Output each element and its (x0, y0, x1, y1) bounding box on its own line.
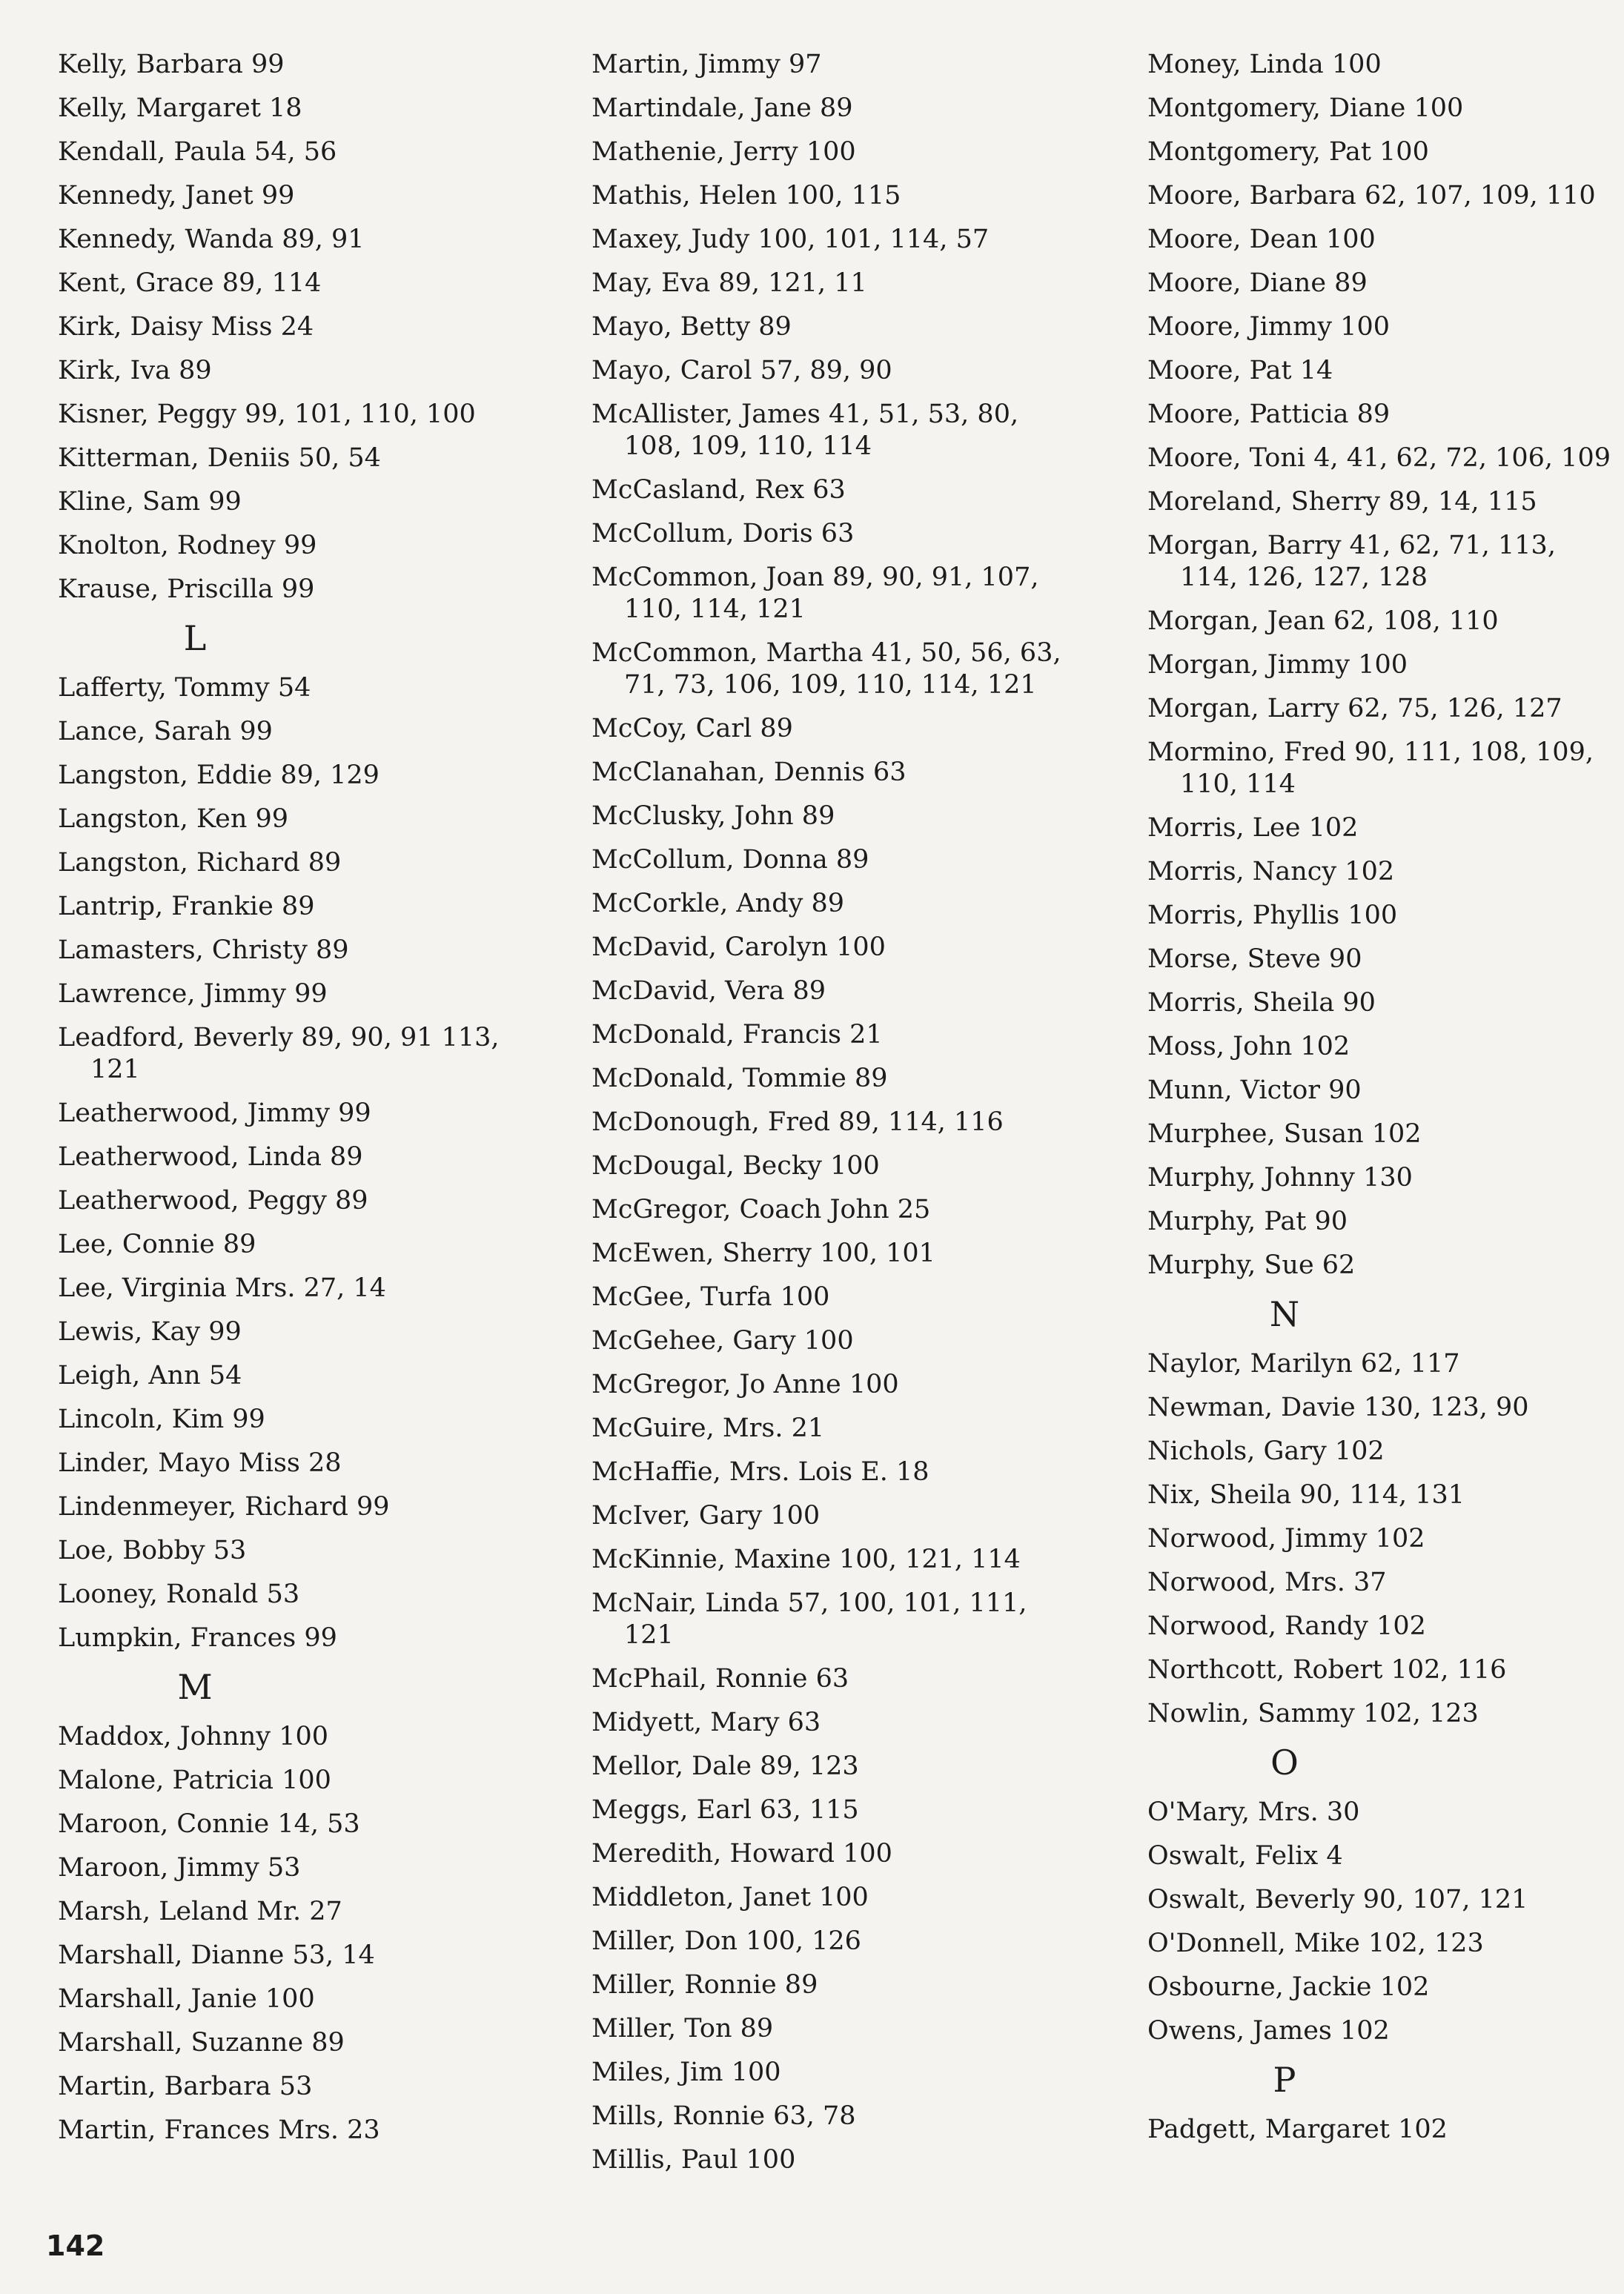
index-entry: Naylor, Marilyn 62, 117 (1147, 1349, 1460, 1379)
index-entry: Millis, Paul 100 (591, 2145, 796, 2175)
index-entry: Kelly, Barbara 99 (58, 50, 285, 79)
index-entry: Kent, Grace 89, 114 (58, 268, 322, 298)
index-entry: McGregor, Coach John 25 (591, 1195, 931, 1224)
index-entry: Munn, Victor 90 (1147, 1075, 1362, 1105)
index-entry: Moore, Barbara 62, 107, 109, 110 (1147, 181, 1596, 210)
index-entry: Oswalt, Beverly 90, 107, 121 (1147, 1885, 1528, 1915)
index-entry: Malone, Patricia 100 (58, 1766, 331, 1795)
index-entry: O'Mary, Mrs. 30 (1147, 1797, 1360, 1827)
index-entry: McCollum, Doris 63 (591, 519, 855, 548)
index-entry: McDonald, Francis 21 (591, 1020, 883, 1050)
index-entry: Lafferty, Tommy 54 (58, 673, 311, 703)
index-entry: Nix, Sheila 90, 114, 131 (1147, 1480, 1465, 1510)
index-entry: McDonald, Tommie 89 (591, 1064, 888, 1093)
index-letter-heading: L (183, 618, 207, 658)
index-entry: Moore, Diane 89 (1147, 268, 1368, 298)
index-entry: McDougal, Becky 100 (591, 1151, 880, 1181)
index-entry: Marshall, Janie 100 (58, 1984, 315, 2014)
index-entry: Morgan, Jimmy 100 (1147, 650, 1408, 680)
index-entry: McClanahan, Dennis 63 (591, 758, 907, 787)
index-entry: Northcott, Robert 102, 116 (1147, 1655, 1507, 1685)
index-entry: Norwood, Randy 102 (1147, 1611, 1426, 1641)
index-entry: Langston, Richard 89 (58, 848, 342, 878)
index-entry: McClusky, John 89 (591, 801, 835, 831)
index-entry: Morse, Steve 90 (1147, 944, 1362, 974)
index-entry: Midyett, Mary 63 (591, 1708, 821, 1737)
index-entry: Maxey, Judy 100, 101, 114, 57 (591, 225, 990, 254)
index-entry: Lawrence, Jimmy 99 (58, 979, 328, 1009)
index-entry: Mellor, Dale 89, 123 (591, 1751, 859, 1781)
index-entry: Morris, Sheila 90 (1147, 988, 1376, 1018)
index-entry: Maroon, Connie 14, 53 (58, 1809, 360, 1839)
index-entry: Kisner, Peggy 99, 101, 110, 100 (58, 400, 476, 429)
index-entry: Leatherwood, Linda 89 (58, 1142, 363, 1172)
index-entry: McGehee, Gary 100 (591, 1326, 854, 1356)
index-entry: McDonough, Fred 89, 114, 116 (591, 1107, 1004, 1137)
index-entry: McHaffie, Mrs. Lois E. 18 (591, 1457, 929, 1487)
index-entry: Kline, Sam 99 (58, 487, 242, 517)
index-entry: Oswalt, Felix 4 (1147, 1841, 1343, 1871)
index-entry: Owens, James 102 (1147, 2016, 1390, 2046)
index-entry: Middleton, Janet 100 (591, 1883, 869, 1912)
index-entry: McCorkle, Andy 89 (591, 889, 845, 918)
index-column-2 (591, 49, 1081, 2188)
index-letter-heading: M (177, 1667, 213, 1707)
index-entry: Leigh, Ann 54 (58, 1361, 242, 1390)
index-entry: Martin, Frances Mrs. 23 (58, 2115, 380, 2145)
index-letter-heading: O (1270, 1743, 1299, 1783)
index-entry: McCasland, Rex 63 (591, 475, 846, 505)
index-entry: Lincoln, Kim 99 (58, 1405, 265, 1434)
index-entry: Montgomery, Diane 100 (1147, 93, 1464, 123)
index-entry: Kelly, Margaret 18 (58, 93, 302, 123)
index-entry: Moore, Dean 100 (1147, 225, 1376, 254)
index-entry: Morris, Nancy 102 (1147, 857, 1395, 886)
index-entry: Miller, Ronnie 89 (591, 1970, 818, 2000)
index-entry: Kitterman, Deniis 50, 54 (58, 443, 381, 473)
index-entry: Morris, Lee 102 (1147, 813, 1359, 843)
index-entry: McGregor, Jo Anne 100 (591, 1370, 899, 1399)
index-entry: Moreland, Sherry 89, 14, 115 (1147, 487, 1537, 517)
index-entry: Miller, Ton 89 (591, 2014, 774, 2043)
index-entry: Moore, Patticia 89 (1147, 400, 1391, 429)
index-entry: Leatherwood, Jimmy 99 (58, 1098, 371, 1128)
index-entry: Nichols, Gary 102 (1147, 1436, 1385, 1466)
index-entry: Murphy, Sue 62 (1147, 1250, 1356, 1280)
index-entry: Looney, Ronald 53 (58, 1579, 300, 1609)
index-entry: Mayo, Carol 57, 89, 90 (591, 356, 892, 385)
index-entry: Mormino, Fred 90, 111, 108, 109, 110, 114 (1147, 737, 1594, 799)
index-entry: Kennedy, Janet 99 (58, 181, 295, 210)
index-entry: McIver, Gary 100 (591, 1501, 821, 1531)
index-entry: McGuire, Mrs. 21 (591, 1413, 825, 1443)
index-letter-heading: P (1273, 2060, 1296, 2100)
index-entry: McKinnie, Maxine 100, 121, 114 (591, 1545, 1021, 1574)
index-entry: Leadford, Beverly 89, 90, 91 113, 121 (58, 1023, 500, 1084)
index-entry: McCollum, Donna 89 (591, 845, 869, 875)
index-entry: Morgan, Barry 41, 62, 71, 113, 114, 126, 127, 128 (1147, 531, 1556, 592)
index-entry: Loe, Bobby 53 (58, 1536, 247, 1565)
index-entry: Knolton, Rodney 99 (58, 531, 317, 560)
index-entry: McAllister, James 41, 51, 53, 80, 108, 109, 110, 114 (591, 400, 1019, 461)
index-entry: Mills, Ronnie 63, 78 (591, 2101, 856, 2131)
index-entry: Mathis, Helen 100, 115 (591, 181, 901, 210)
index-entry: Newman, Davie 130, 123, 90 (1147, 1393, 1529, 1422)
index-entry: Padgett, Margaret 102 (1147, 2115, 1448, 2144)
index-entry: Moss, John 102 (1147, 1032, 1350, 1061)
index-entry: Lumpkin, Frances 99 (58, 1623, 337, 1653)
index-entry: Morgan, Jean 62, 108, 110 (1147, 606, 1499, 636)
index-entry: Kendall, Paula 54, 56 (58, 137, 337, 167)
index-entry: Lamasters, Christy 89 (58, 935, 349, 965)
index-entry: Moore, Jimmy 100 (1147, 312, 1390, 342)
index-entry: Murphy, Pat 90 (1147, 1207, 1348, 1236)
index-entry: Norwood, Mrs. 37 (1147, 1568, 1387, 1597)
index-entry: Murphee, Susan 102 (1147, 1119, 1422, 1149)
index-entry: Moore, Toni 4, 41, 62, 72, 106, 109 (1147, 443, 1611, 473)
index-entry: Langston, Ken 99 (58, 804, 289, 834)
index-entry: McDavid, Vera 89 (591, 976, 826, 1006)
index-entry: Miller, Don 100, 126 (591, 1926, 861, 1956)
index-entry: Osbourne, Jackie 102 (1147, 1972, 1430, 2002)
index-entry: Mathenie, Jerry 100 (591, 137, 856, 167)
index-entry: Lee, Virginia Mrs. 27, 14 (58, 1273, 386, 1303)
index-entry: Meggs, Earl 63, 115 (591, 1795, 859, 1825)
index-entry: McCommon, Joan 89, 90, 91, 107, 110, 114, 121 (591, 563, 1039, 624)
index-entry: Mayo, Betty 89 (591, 312, 792, 342)
index-entry: May, Eva 89, 121, 11 (591, 268, 867, 298)
index-entry: Marsh, Leland Mr. 27 (58, 1897, 342, 1926)
index-entry: Martin, Jimmy 97 (591, 50, 822, 79)
index-entry: Maddox, Johnny 100 (58, 1722, 329, 1751)
index-entry: O'Donnell, Mike 102, 123 (1147, 1929, 1484, 1958)
index-entry: Lewis, Kay 99 (58, 1317, 242, 1347)
page-number: 142 (46, 2230, 105, 2262)
index-column-3 (1147, 49, 1614, 2158)
index-entry: Montgomery, Pat 100 (1147, 137, 1429, 167)
index-entry: Lance, Sarah 99 (58, 717, 273, 746)
index-entry: Leatherwood, Peggy 89 (58, 1186, 368, 1216)
index-entry: Maroon, Jimmy 53 (58, 1853, 301, 1883)
index-entry: McGee, Turfa 100 (591, 1282, 830, 1312)
index-entry: Langston, Eddie 89, 129 (58, 760, 380, 790)
index-entry: Krause, Priscilla 99 (58, 574, 315, 604)
index-entry: McCommon, Martha 41, 50, 56, 63, 71, 73, 106, 109, 110, 114, 121 (591, 638, 1061, 700)
index-entry: McPhail, Ronnie 63 (591, 1664, 849, 1694)
index-entry: Moore, Pat 14 (1147, 356, 1333, 385)
index-column-1 (58, 49, 547, 2158)
index-entry: Marshall, Dianne 53, 14 (58, 1940, 375, 1970)
index-letter-heading: N (1269, 1294, 1300, 1334)
index-entry: Money, Linda 100 (1147, 50, 1382, 79)
index-entry: Martindale, Jane 89 (591, 93, 853, 123)
index-entry: Linder, Mayo Miss 28 (58, 1448, 342, 1478)
index-entry: Marshall, Suzanne 89 (58, 2028, 345, 2058)
index-entry: Kennedy, Wanda 89, 91 (58, 225, 365, 254)
index-entry: Kirk, Daisy Miss 24 (58, 312, 314, 342)
index-entry: Nowlin, Sammy 102, 123 (1147, 1699, 1479, 1728)
index-entry: Norwood, Jimmy 102 (1147, 1524, 1425, 1554)
index-entry: Kirk, Iva 89 (58, 356, 212, 385)
index-entry: Morris, Phyllis 100 (1147, 901, 1398, 930)
index-entry: McCoy, Carl 89 (591, 714, 793, 743)
index-entry: McEwen, Sherry 100, 101 (591, 1239, 935, 1268)
index-entry: Morgan, Larry 62, 75, 126, 127 (1147, 694, 1562, 723)
index-entry: Murphy, Johnny 130 (1147, 1163, 1413, 1193)
index-entry: McDavid, Carolyn 100 (591, 932, 886, 962)
index-entry: Miles, Jim 100 (591, 2058, 781, 2087)
index-entry: Meredith, Howard 100 (591, 1839, 892, 1869)
index-entry: Lantrip, Frankie 89 (58, 892, 315, 921)
index-entry: Lindenmeyer, Richard 99 (58, 1492, 390, 1522)
index-entry: Lee, Connie 89 (58, 1230, 256, 1259)
index-entry: McNair, Linda 57, 100, 101, 111, 121 (591, 1588, 1027, 1650)
index-entry: Martin, Barbara 53 (58, 2072, 313, 2101)
